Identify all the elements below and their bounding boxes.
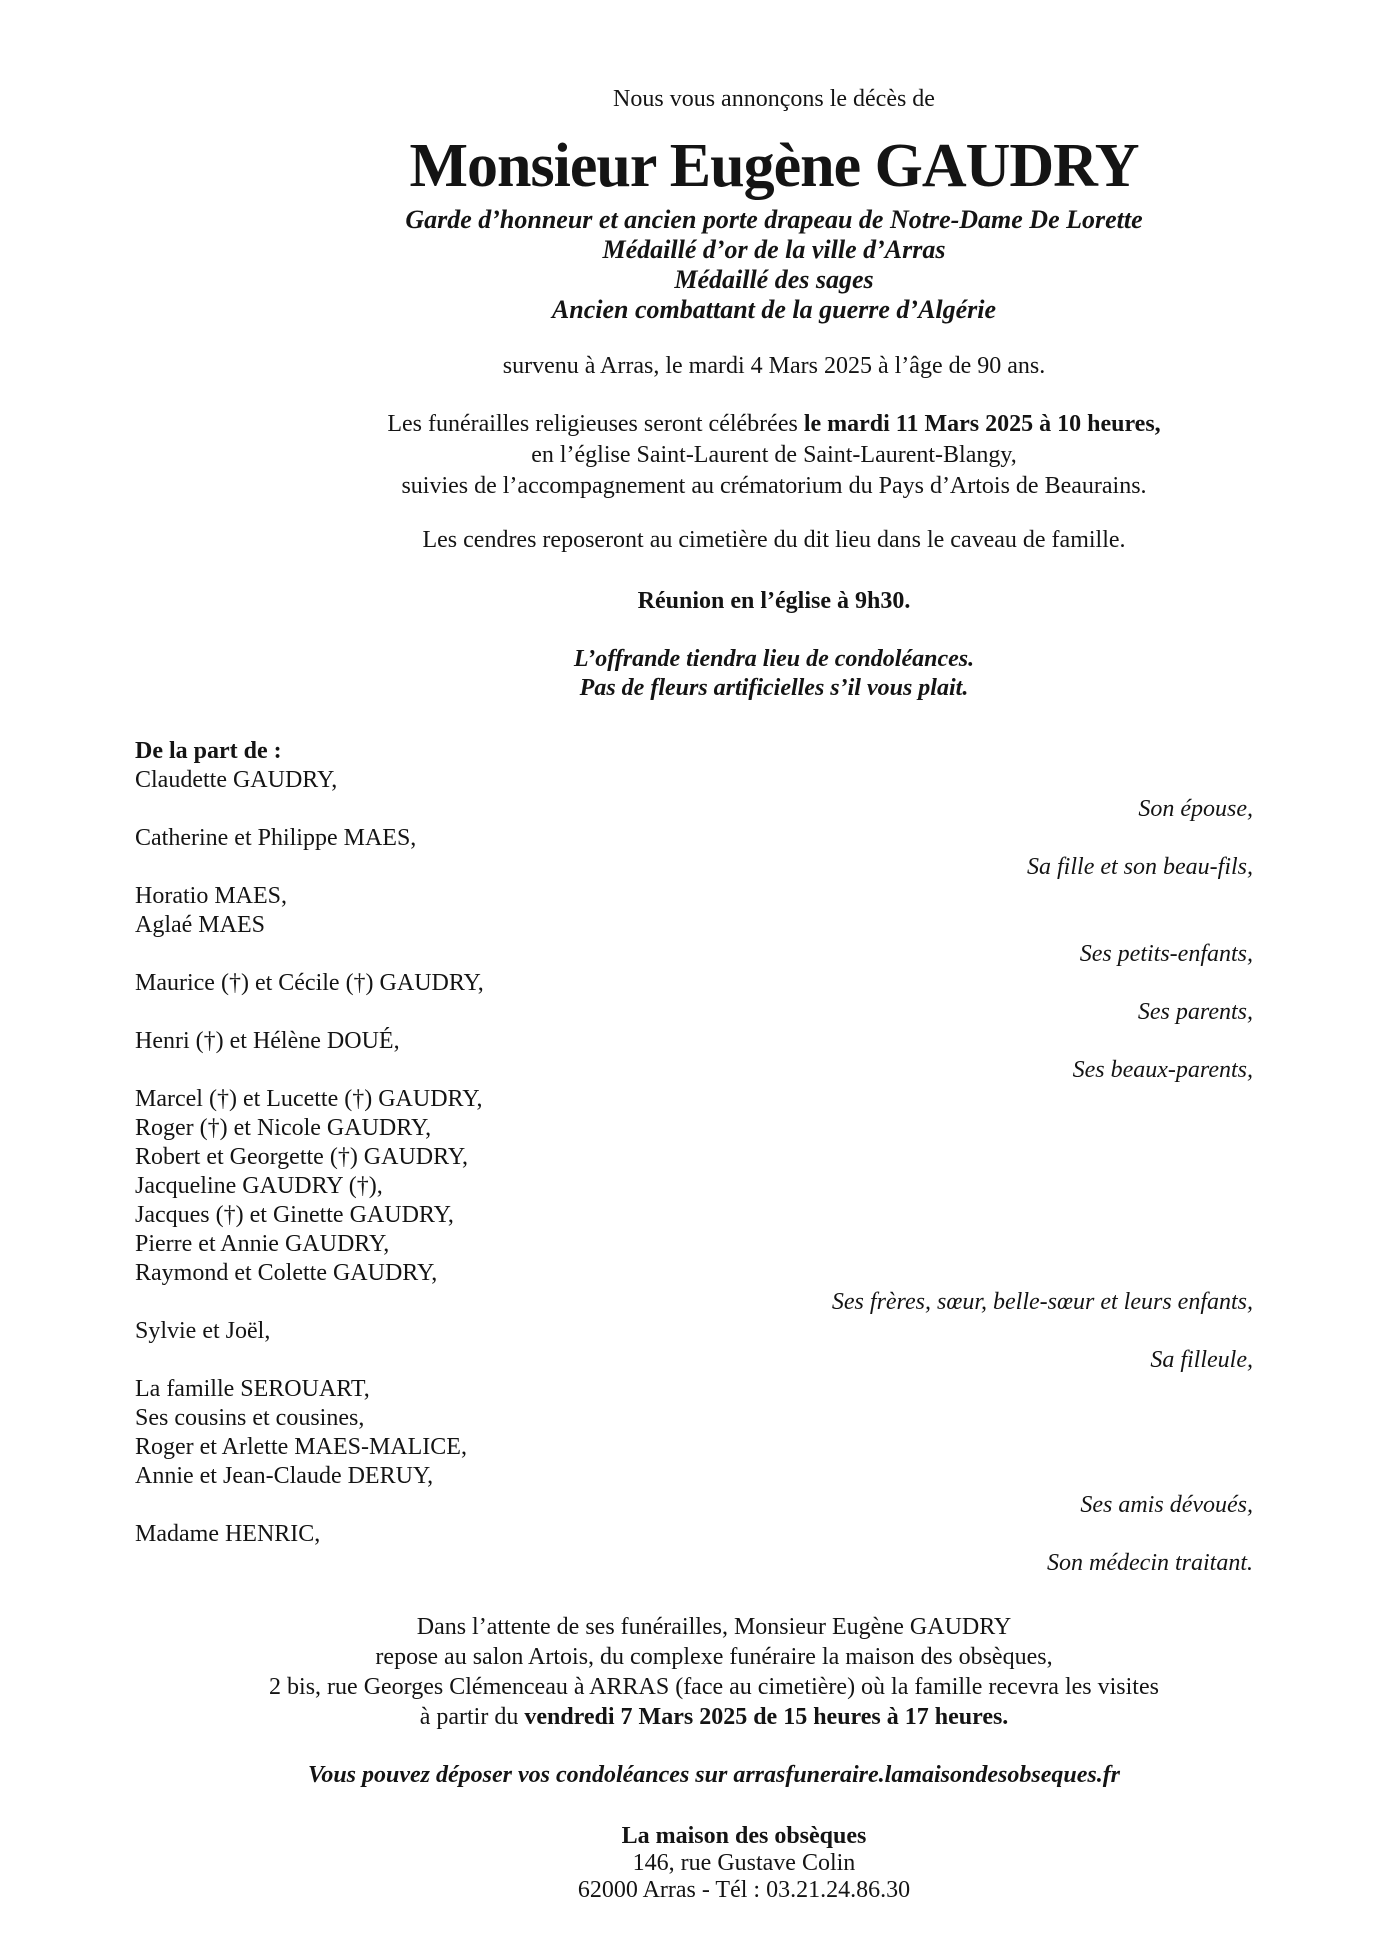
ashes-line: Les cendres reposeront au cimetière du dit lieu dans le caveau de famille. xyxy=(422,527,1126,553)
visitation-block xyxy=(160,1612,1268,1732)
family-member-line: Jacques (†) et Ginette GAUDRY, xyxy=(135,1202,454,1228)
meeting-line: Réunion en l’église à 9h30. xyxy=(637,588,911,614)
family-member-line: Madame HENRIC, xyxy=(135,1521,321,1547)
offering-line: Pas de fleurs artificielles s’il vous plait. xyxy=(579,675,969,701)
visitation-line-1: Dans l’attente de ses funérailles, Monsieur Eugène GAUDRY xyxy=(416,1614,1012,1640)
family-member-line: Pierre et Annie GAUDRY, xyxy=(135,1231,390,1257)
funeral-date: le mardi 11 Mars 2025 à 10 heures, xyxy=(803,411,1161,437)
visitation-date: vendredi 7 Mars 2025 de 15 heures à 17 heures. xyxy=(524,1704,1009,1730)
family-member-line: Raymond et Colette GAUDRY, xyxy=(135,1260,438,1286)
deceased-name: Monsieur Eugène GAUDRY xyxy=(409,132,1139,200)
family-member-line: Roger (†) et Nicole GAUDRY, xyxy=(135,1115,432,1141)
family-member-line: Sylvie et Joël, xyxy=(135,1318,271,1344)
honor-line: Médaillé des sages xyxy=(674,265,874,294)
offering-block xyxy=(280,645,1268,703)
relation-label: Ses petits-enfants, xyxy=(1079,941,1253,967)
condolences-line: Vous pouvez déposer vos condoléances sur arrasfuneraire.lamaisondesobseques.fr xyxy=(307,1762,1121,1788)
visitation-line-4 xyxy=(160,1702,1268,1732)
funeral-line-1 xyxy=(280,409,1268,440)
visitation-line-3: 2 bis, rue Georges Clémenceau à ARRAS (face au cimetière) où la famille recevra les visites xyxy=(269,1674,1159,1700)
family-member-line: Jacqueline GAUDRY (†), xyxy=(135,1173,383,1199)
family-member-line: Marcel (†) et Lucette (†) GAUDRY, xyxy=(135,1086,483,1112)
funeral-home-city-phone: 62000 Arras - Tél : 03.21.24.86.30 xyxy=(577,1877,911,1903)
relation-label: Ses beaux-parents, xyxy=(1072,1057,1253,1083)
visitation-line-4-text: à partir du xyxy=(419,1704,525,1730)
family-member-line: Roger et Arlette MAES-MALICE, xyxy=(135,1434,467,1460)
honor-line: Médaillé d’or de la ville d’Arras xyxy=(602,235,946,264)
relation-label: Sa filleule, xyxy=(1150,1347,1253,1373)
relation-label: Ses parents, xyxy=(1137,999,1253,1025)
honors-block xyxy=(280,205,1268,325)
family-member-line: Annie et Jean-Claude DERUY, xyxy=(135,1463,434,1489)
family-member-line: Aglaé MAES xyxy=(135,912,265,938)
honor-line: Garde d’honneur et ancien porte drapeau de Notre-Dame De Lorette xyxy=(405,205,1143,234)
funeral-home-block xyxy=(220,1823,1268,1904)
relation-label: Sa fille et son beau-fils, xyxy=(1027,854,1253,880)
intro-line: Nous vous annonçons le décès de xyxy=(613,86,935,112)
funeral-block xyxy=(280,409,1268,502)
family-heading: De la part de : xyxy=(135,738,282,764)
funeral-line-2: en l’église Saint-Laurent de Saint-Laurent-Blangy, xyxy=(531,442,1017,468)
family-member-line: Catherine et Philippe MAES, xyxy=(135,825,417,851)
funeral-home-address: 146, rue Gustave Colin xyxy=(632,1850,856,1876)
family-list xyxy=(135,737,1253,1578)
relation-label: Ses amis dévoués, xyxy=(1080,1492,1253,1518)
relation-label: Son épouse, xyxy=(1138,796,1253,822)
offering-line: L’offrande tiendra lieu de condoléances. xyxy=(573,646,975,672)
funeral-line-3: suivies de l’accompagnement au crématorium du Pays d’Artois de Beaurains. xyxy=(401,473,1147,499)
visitation-line-2: repose au salon Artois, du complexe funéraire la maison des obsèques, xyxy=(375,1644,1053,1670)
family-member-line: Horatio MAES, xyxy=(135,883,287,909)
funeral-home-name: La maison des obsèques xyxy=(621,1823,867,1849)
relation-label: Son médecin traitant. xyxy=(1047,1550,1253,1576)
family-member-line: Henri (†) et Hélène DOUÉ, xyxy=(135,1028,400,1054)
honor-line: Ancien combattant de la guerre d’Algérie xyxy=(551,295,997,324)
death-line: survenu à Arras, le mardi 4 Mars 2025 à l’âge de 90 ans. xyxy=(502,353,1046,379)
family-member-line: Ses cousins et cousines, xyxy=(135,1405,365,1431)
relation-label: Ses frères, sœur, belle-sœur et leurs enfants, xyxy=(831,1289,1253,1315)
funeral-line-1-text: Les funérailles religieuses seront célébrées xyxy=(387,411,804,437)
family-member-line: La famille SEROUART, xyxy=(135,1376,370,1402)
family-member-line: Claudette GAUDRY, xyxy=(135,767,338,793)
family-member-line: Robert et Georgette (†) GAUDRY, xyxy=(135,1144,469,1170)
family-member-line: Maurice (†) et Cécile (†) GAUDRY, xyxy=(135,970,484,996)
